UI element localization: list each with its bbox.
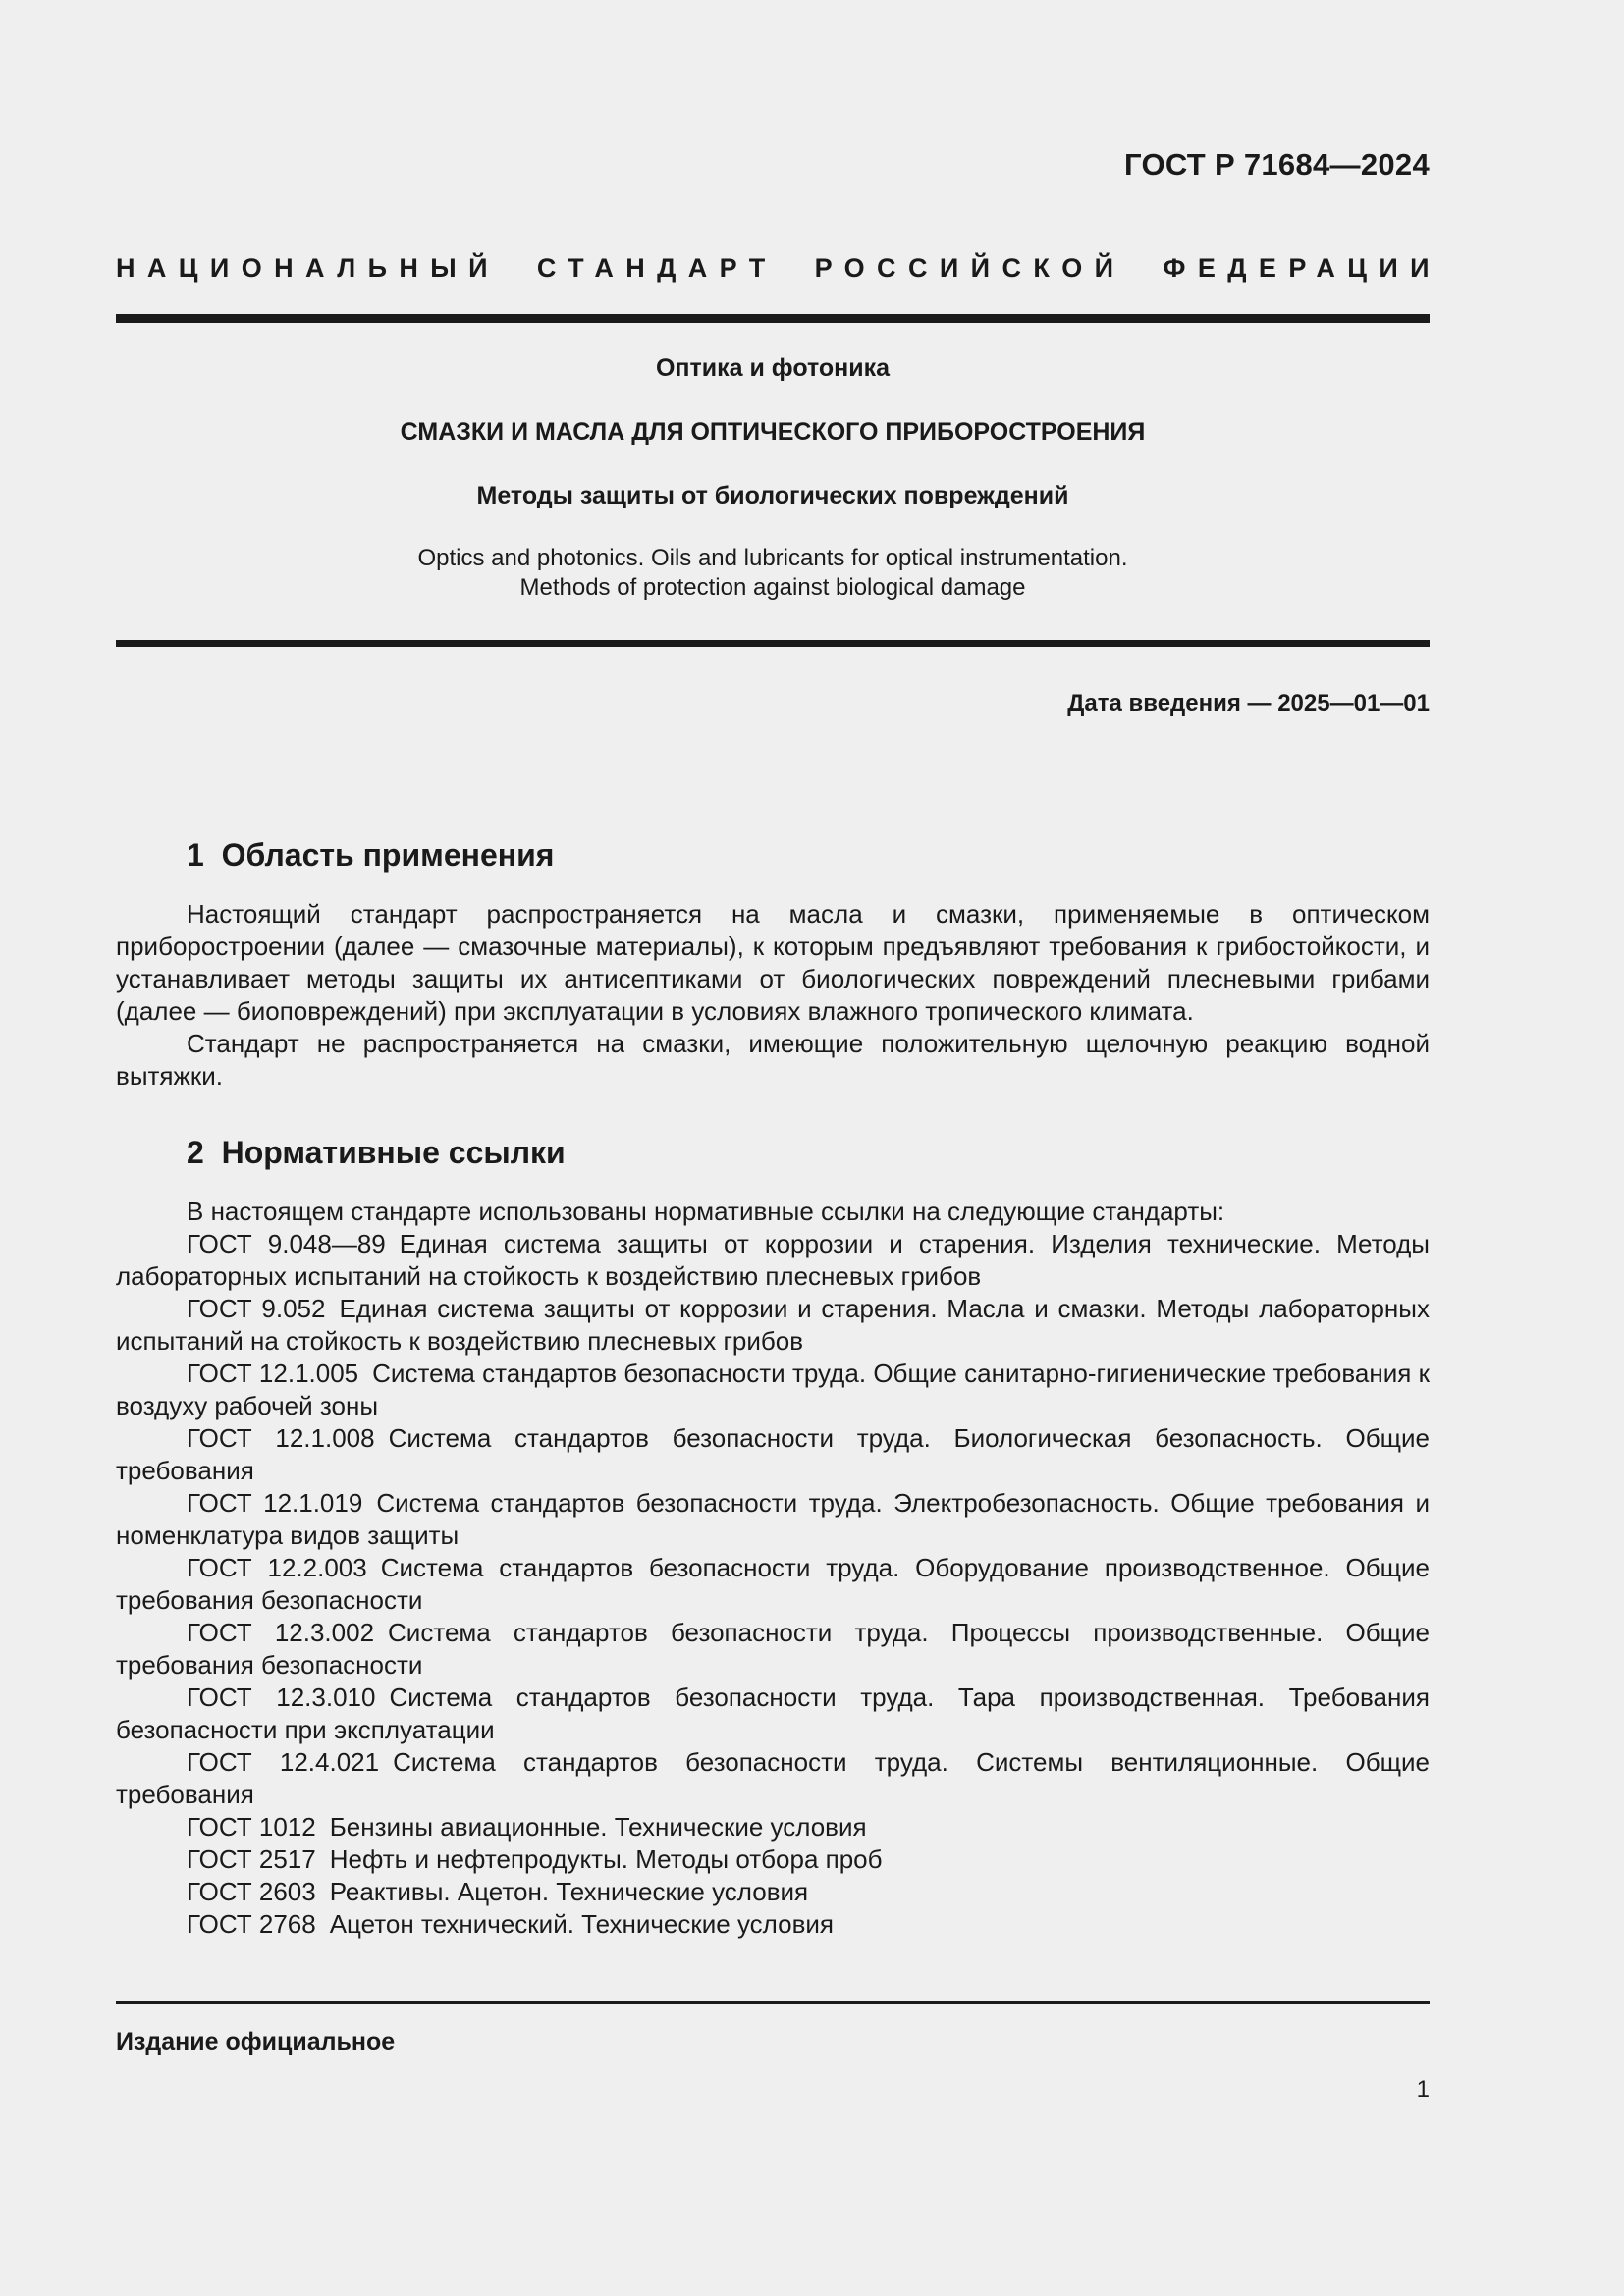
section-1-body — [116, 898, 1430, 1093]
subject-line: Оптика и фотоника — [655, 354, 891, 382]
reference-item — [116, 1908, 1430, 1941]
reference-item — [116, 1552, 1430, 1617]
reference-title: Система стандартов безопасности труда. Тара производственная. Требования безопасности при эксплуатации — [116, 1682, 1430, 1744]
introduction-date: Дата введения — 2025—01—01 — [1067, 690, 1430, 717]
footer-divider — [116, 2001, 1430, 2004]
reference-code: ГОСТ 12.3.010 — [187, 1682, 376, 1712]
reference-title: Ацетон технический. Технические условия — [329, 1909, 834, 1939]
document-page — [116, 0, 1441, 2296]
reference-title: Система стандартов безопасности труда. Оборудование производственное. Общие требования безопасности — [116, 1553, 1430, 1615]
national-standard-banner — [116, 253, 1441, 284]
document-subtitle: Методы защиты от биологических повреждений — [476, 482, 1069, 509]
reference-code: ГОСТ 2603 — [187, 1877, 316, 1906]
reference-code: ГОСТ 2517 — [187, 1844, 316, 1874]
middle-divider — [116, 640, 1430, 647]
reference-title: Система стандартов безопасности труда. Системы вентиляционные. Общие требования — [116, 1747, 1430, 1809]
reference-code: ГОСТ 12.1.008 — [187, 1423, 375, 1453]
reference-title: Бензины авиационные. Технические условия — [329, 1812, 867, 1842]
reference-code: ГОСТ 1012 — [187, 1812, 316, 1842]
reference-title: Реактивы. Ацетон. Технические условия — [329, 1877, 809, 1906]
reference-code: ГОСТ 9.048—89 — [187, 1229, 386, 1258]
reference-title: Единая система защиты от коррозии и старения. Масла и смазки. Методы лабораторных испытаний на стойкость к воздействию плесневых грибов — [116, 1294, 1430, 1356]
section-1-paragraph-2: Стандарт не распространяется на смазки, имеющие положительную щелочную реакцию водной вытяжки. — [116, 1029, 1430, 1091]
section-2-intro: В настоящем стандарте использованы нормативные ссылки на следующие стандарты: — [187, 1197, 1225, 1226]
edition-label: Издание официальное — [116, 2028, 396, 2056]
reference-item — [116, 1876, 1430, 1908]
reference-title: Система стандартов безопасности труда. Процессы производственные. Общие требования безопасности — [116, 1618, 1430, 1680]
reference-item — [116, 1422, 1430, 1487]
english-title-line-1: Optics and photonics. Oils and lubricants for optical instrumentation. — [417, 545, 1128, 571]
banner-word-2: СТАНДАРТ — [536, 253, 778, 283]
section-1-heading: 1 Область применения — [187, 837, 555, 873]
reference-item — [116, 1746, 1430, 1811]
reference-code: ГОСТ 12.1.019 — [187, 1488, 363, 1518]
reference-code: ГОСТ 12.4.021 — [187, 1747, 380, 1777]
reference-item — [116, 1811, 1430, 1843]
top-divider — [116, 314, 1430, 323]
reference-item — [116, 1358, 1430, 1422]
english-title-line-2: Methods of protection against biological damage — [519, 574, 1026, 601]
section-1-paragraph-1: Настоящий стандарт распространяется на масла и смазки, применяемые в оптическом приборостроении (далее — смазочные материалы), к которым предъявляют требования к грибостойкости, и устанавливает методы защиты их антисептиками от биологических повреждений плесневыми грибами (далее — биоповреждений) при эксплуатации в условиях влажного тропического климата. — [116, 899, 1430, 1026]
document-code: ГОСТ Р 71684—2024 — [1124, 147, 1430, 182]
section-2-body — [116, 1196, 1430, 1941]
section-2-heading: 2 Нормативные ссылки — [187, 1135, 566, 1170]
banner-word-1: НАЦИОНАЛЬНЫЙ — [116, 253, 500, 283]
reference-list — [116, 1228, 1430, 1941]
reference-title: Единая система защиты от коррозии и старения. Изделия технические. Методы лабораторных испытаний на стойкость к воздействию плесневых грибов — [116, 1229, 1430, 1291]
reference-item — [116, 1843, 1430, 1876]
reference-code: ГОСТ 9.052 — [187, 1294, 326, 1323]
reference-code: ГОСТ 12.1.005 — [187, 1359, 359, 1388]
reference-code: ГОСТ 2768 — [187, 1909, 316, 1939]
reference-item — [116, 1293, 1430, 1358]
document-title: СМАЗКИ И МАСЛА ДЛЯ ОПТИЧЕСКОГО ПРИБОРОСТРОЕНИЯ — [400, 418, 1146, 446]
reference-title: Система стандартов безопасности труда. Электробезопасность. Общие требования и номенклатура видов защиты — [116, 1488, 1430, 1550]
reference-item — [116, 1617, 1430, 1682]
reference-title: Нефть и нефтепродукты. Методы отбора проб — [329, 1844, 883, 1874]
banner-word-4: ФЕДЕРАЦИИ — [1163, 253, 1441, 283]
page-number: 1 — [1416, 2076, 1430, 2103]
reference-title: Система стандартов безопасности труда. Общие санитарно-гигиенические требования к воздуху рабочей зоны — [116, 1359, 1430, 1420]
reference-code: ГОСТ 12.3.002 — [187, 1618, 375, 1647]
reference-code: ГОСТ 12.2.003 — [187, 1553, 367, 1582]
reference-title: Система стандартов безопасности труда. Биологическая безопасность. Общие требования — [116, 1423, 1431, 1485]
reference-item — [116, 1228, 1430, 1293]
reference-item — [116, 1682, 1430, 1746]
english-title — [116, 544, 1430, 603]
banner-word-3: РОССИЙСКОЙ — [814, 253, 1126, 283]
reference-item — [116, 1487, 1430, 1552]
